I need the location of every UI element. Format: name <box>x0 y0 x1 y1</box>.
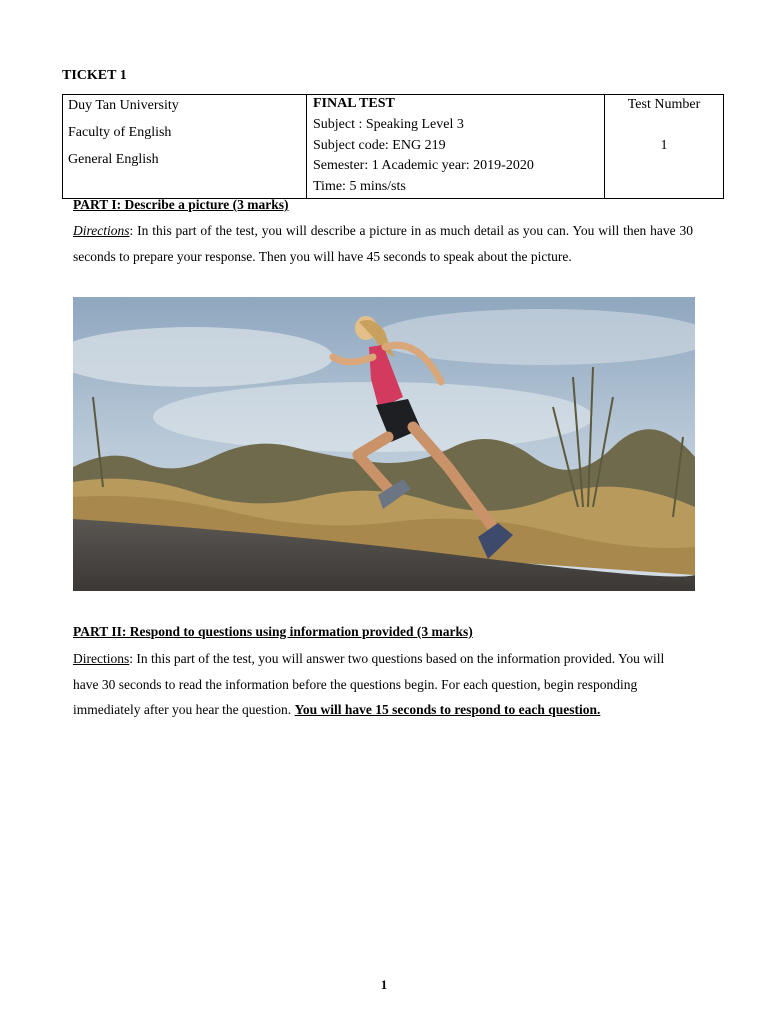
part1-directions-label: Directions <box>73 223 130 238</box>
time-line: Time: 5 mins/sts <box>313 179 406 195</box>
ticket-label: TICKET 1 <box>62 68 127 83</box>
part1-directions <box>73 218 693 269</box>
runner-photo <box>73 297 695 591</box>
test-title: FINAL TEST <box>313 96 395 111</box>
part2-directions-emphasis: You will have 15 seconds to respond to each question. <box>294 702 601 717</box>
part1-directions-text: : In this part of the test, you will describe a picture in as much detail as you can. You will then have 30 seconds to prepare your response. Then you will have 45 seconds to speak about the picture. <box>73 223 693 264</box>
test-info-cell <box>307 95 605 199</box>
subject-line: Subject : Speaking Level 3 <box>313 116 464 132</box>
subject-code-line: Subject code: ENG 219 <box>313 137 446 153</box>
semester-line: Semester: 1 Academic year: 2019-2020 <box>313 158 534 174</box>
part1-heading: PART I: Describe a picture (3 marks) <box>73 197 289 212</box>
university-name: Duy Tan University <box>68 98 179 113</box>
test-number-label: Test Number <box>627 97 701 112</box>
part2-directions <box>73 646 693 723</box>
exam-header-table <box>62 94 724 199</box>
program-name: General English <box>68 152 159 167</box>
part2-directions-text: : In this part of the test, you will answer two questions based on the information provided. You will have 30 seconds to read the information before the questions begin. For each question, begin responding immediately after you hear the question. <box>73 651 665 717</box>
page-number: 1 <box>380 977 388 992</box>
test-number-value: 1 <box>660 137 668 153</box>
part2-heading: PART II: Respond to questions using information provided (3 marks) <box>73 624 473 639</box>
test-number-cell <box>605 95 724 199</box>
faculty-name: Faculty of English <box>68 125 172 140</box>
institution-cell <box>63 95 307 199</box>
part2-directions-label: Directions <box>73 651 130 666</box>
